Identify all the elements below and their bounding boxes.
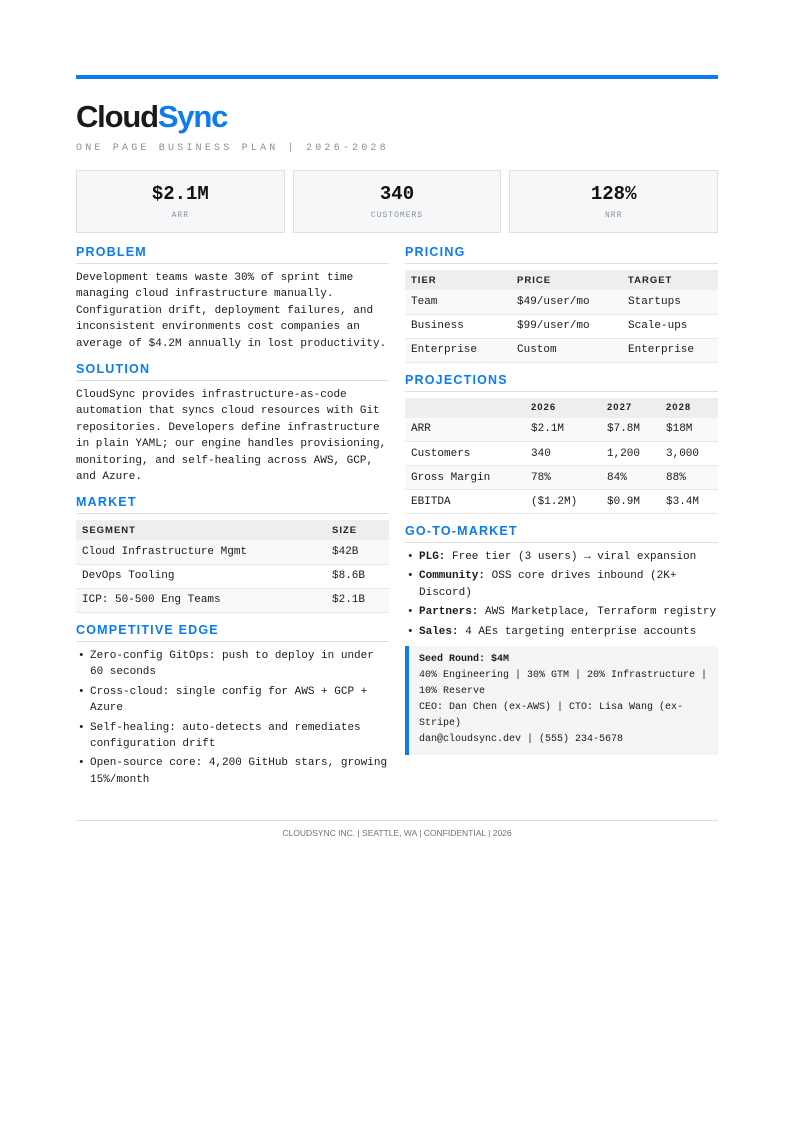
table-row (405, 466, 718, 490)
item-label: Sales: (419, 625, 459, 638)
table-cell: Enterprise (622, 338, 718, 362)
seed-round-callout (405, 646, 718, 755)
solution-section (76, 362, 389, 485)
table-cell: ICP: 50-500 Eng Teams (76, 588, 326, 612)
section-title: PROBLEM (76, 245, 389, 264)
table-cell: ($1.2M) (525, 490, 601, 514)
table-cell: Scale-ups (622, 314, 718, 338)
item-label: PLG: (419, 551, 446, 563)
table-cell: $18M (660, 418, 718, 442)
column-header: PRICE (511, 270, 622, 290)
table-cell: Team (405, 290, 511, 314)
column-header: 2027 (601, 398, 660, 418)
kpi-row (76, 170, 718, 233)
list-item: • Zero-config GitOps: push to deploy in under 60 seconds (76, 648, 389, 681)
table-cell: Startups (622, 290, 718, 314)
section-title: PRICING (405, 245, 718, 264)
edge-list (76, 648, 389, 788)
table-row (405, 314, 718, 338)
table-cell: Business (405, 314, 511, 338)
section-title: MARKET (76, 495, 389, 514)
list-item (405, 549, 718, 565)
item-text: Free tier (3 users) → viral expansion (445, 551, 697, 563)
business-plan-page (76, 75, 718, 798)
table-cell: $2.1B (326, 588, 389, 612)
right-column (405, 245, 718, 798)
table-row (405, 290, 718, 314)
kpi-nrr (509, 170, 718, 233)
kpi-label: NRR (604, 211, 623, 220)
table-cell: 84% (601, 466, 660, 490)
solution-text: CloudSync provides infrastructure-as-code automation that syncs cloud resources with Git repositories. Developers define infrastructure in plain YAML; our engine handles provisioning, monitoring, and self-healing across AWS, GCP, and Azure. (76, 389, 387, 484)
item-label: Community: (419, 570, 486, 583)
seed-title: Seed Round: $4M (419, 654, 510, 666)
top-accent-rule (76, 75, 718, 79)
table-cell: EBITDA (405, 490, 525, 514)
table-cell: DevOps Tooling (76, 564, 326, 588)
problem-section (76, 245, 389, 352)
kpi-value: $2.1M (151, 183, 209, 205)
table-row (405, 442, 718, 466)
list-item (405, 604, 718, 620)
table-cell: $2.1M (525, 418, 601, 442)
seed-allocation: 40% Engineering | 30% GTM | 20% Infrastructure | 10% Reserve (419, 670, 708, 698)
table-row (76, 588, 389, 612)
table-cell: Cloud Infrastructure Mgmt (76, 540, 326, 564)
list-item (405, 624, 718, 640)
section-title: GO-TO-MARKET (405, 524, 718, 543)
table-cell: Customers (405, 442, 525, 466)
list-item: • Cross-cloud: single config for AWS + GCP + Azure (76, 684, 389, 717)
kpi-value: 340 (379, 183, 415, 205)
table-cell: 1,200 (601, 442, 660, 466)
table-row (76, 540, 389, 564)
problem-text: Development teams waste 30% of sprint time managing cloud infrastructure manually. Configuration drift, deployment failures, and inconsistent environments cost companies an average of $4.2M annually in lost productivity. (76, 272, 387, 350)
table-row (405, 490, 718, 514)
item-text: 4 AEs targeting enterprise accounts (458, 625, 697, 638)
tagline: ONE PAGE BUSINESS PLAN | 2026-2028 (76, 143, 389, 154)
table-cell: 78% (525, 466, 601, 490)
column-header: SEGMENT (76, 520, 326, 540)
table-cell: $3.4M (660, 490, 718, 514)
list-item: • Open-source core: 4,200 GitHub stars, growing 15%/month (76, 755, 389, 788)
market-section (76, 495, 389, 613)
table-cell: $99/user/mo (511, 314, 622, 338)
item-text: AWS Marketplace, Terraform registry (478, 606, 717, 619)
column-header: 2026 (525, 398, 601, 418)
column-header (405, 398, 525, 418)
table-cell: ARR (405, 418, 525, 442)
table-cell: $0.9M (601, 490, 660, 514)
projections-table (405, 398, 718, 515)
seed-contact: dan@cloudsync.dev | (555) 234-5678 (419, 734, 624, 746)
projections-section (405, 373, 718, 515)
table-cell: 88% (660, 466, 718, 490)
section-title: COMPETITIVE EDGE (76, 623, 389, 642)
kpi-customers (293, 170, 502, 233)
kpi-value: 128% (590, 183, 637, 205)
logo-sync: Sync (157, 99, 228, 134)
competitive-edge-section (76, 623, 389, 788)
table-cell: $8.6B (326, 564, 389, 588)
pricing-table (405, 270, 718, 363)
table-cell: Enterprise (405, 338, 511, 362)
table-cell: $49/user/mo (511, 290, 622, 314)
logo-cloud: Cloud (76, 99, 158, 134)
table-cell: 3,000 (660, 442, 718, 466)
pricing-section (405, 245, 718, 363)
item-text: OSS core drives inbound (2K+ Discord) (419, 570, 677, 599)
kpi-label: CUSTOMERS (370, 211, 424, 220)
column-header: 2028 (660, 398, 718, 418)
table-row (76, 564, 389, 588)
column-header: SIZE (326, 520, 389, 540)
kpi-label: ARR (171, 211, 190, 220)
gtm-list (405, 549, 718, 640)
item-label: Partners: (419, 606, 479, 619)
table-row (405, 338, 718, 362)
table-cell: 340 (525, 442, 601, 466)
list-item: • Self-healing: auto-detects and remediates configuration drift (76, 720, 389, 753)
column-header: TARGET (622, 270, 718, 290)
logo (76, 99, 718, 135)
kpi-arr (76, 170, 285, 233)
seed-team: CEO: Dan Chen (ex-AWS) | CTO: Lisa Wang (ex-Stripe) (419, 702, 684, 730)
go-to-market-section (405, 524, 718, 755)
table-row (405, 418, 718, 442)
column-header: TIER (405, 270, 511, 290)
left-column (76, 245, 389, 798)
two-column-body (76, 245, 718, 798)
list-item (405, 568, 718, 601)
section-title: PROJECTIONS (405, 373, 718, 392)
market-table (76, 520, 389, 613)
section-title: SOLUTION (76, 362, 389, 381)
table-cell: Gross Margin (405, 466, 525, 490)
table-cell: $42B (326, 540, 389, 564)
table-cell: $7.8M (601, 418, 660, 442)
footer: CLOUDSYNC INC. | SEATTLE, WA | CONFIDENTIAL | 2026 (76, 820, 718, 838)
table-cell: Custom (511, 338, 622, 362)
